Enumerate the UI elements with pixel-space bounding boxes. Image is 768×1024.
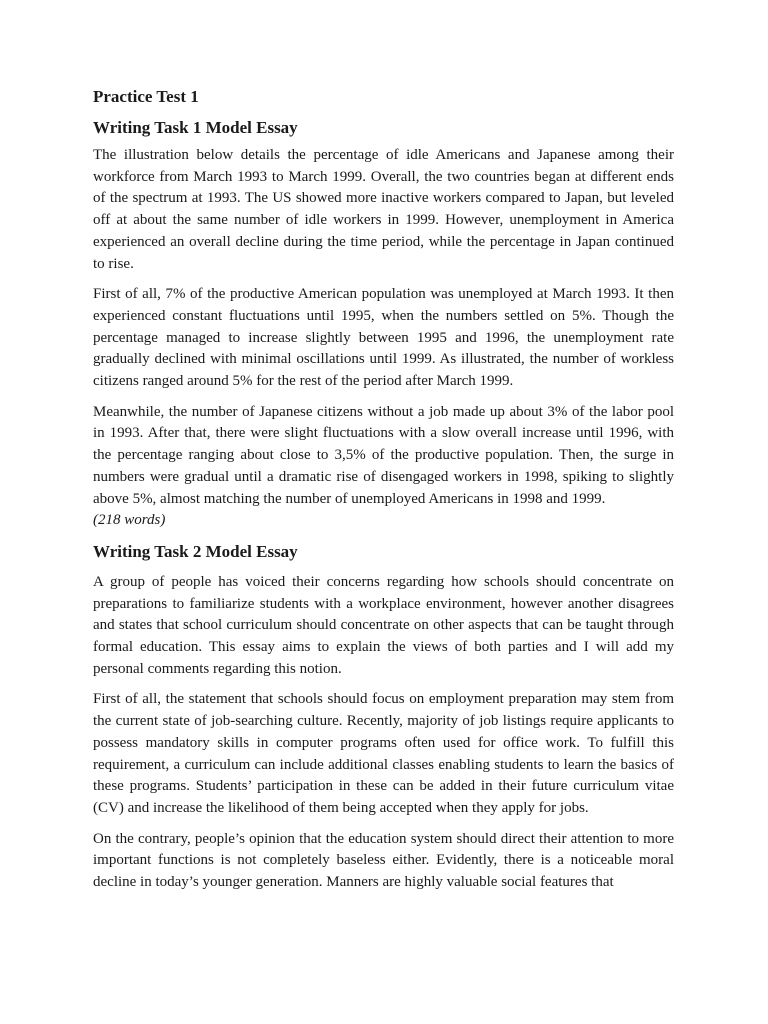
task2-heading: Writing Task 2 Model Essay (93, 541, 298, 561)
task2-paragraph-1: A group of people has voiced their concerns regarding how schools should concentrate on preparations to familiarize students with a workplace environment, however another disagrees and states that school curriculum should concentrate on other aspects that can be taught through formal education. This essay aims to explain the views of both parties and I will add my personal comments regarding this notion. (93, 573, 674, 677)
document-page (93, 86, 674, 903)
task2-paragraph-2: First of all, the statement that schools should focus on employment preparation may stem from the current state of job-searching culture. Recently, majority of job listings require applicants to possess mandatory skills in computer programs often used for office work. To fulfill this requirement, a curriculum can include additional classes enabling students to learn the basics of these programs. Students’ participation in these can be added in their future curriculum vitae (CV) and increase the likelihood of them being accepted when they apply for jobs. (93, 691, 674, 816)
task1-paragraph-2: First of all, 7% of the productive American population was unemployed at March 1993. It then experienced constant fluctuations until 1995, when the numbers settled on 5%. Though the percentage managed to increase slightly between 1995 and 1996, the unemployment rate gradually declined with minimal oscillations until 1999. As illustrated, the number of workless citizens ranged around 5% for the rest of the period after March 1999. (93, 286, 674, 390)
task1-paragraph-3-text: Meanwhile, the number of Japanese citizens without a job made up about 3% of the labor pool in 1993. After that, there were slight fluctuations with a slow overall increase until 1996, with the percentage ranging about close to 3,5% of the productive population. Then, the surge in numbers were gradual until a dramatic rise of disengaged workers in 1998, spiking to slightly above 5%, almost matching the number of unemployed Americans in 1998 and 1999. (93, 403, 674, 507)
test-title: Practice Test 1 (93, 87, 199, 106)
task1-heading: Writing Task 1 Model Essay (93, 118, 298, 137)
task1-paragraph-1: The illustration below details the percentage of idle Americans and Japanese among their workforce from March 1993 to March 1999. Overall, the two countries began at different ends of the spectrum at 1993. The US showed more inactive workers compared to Japan, but leveled off at about the same number of idle workers in 1999. However, unemployment in America experienced an overall decline during the time period, while the percentage in Japan continued to rise. (93, 147, 674, 272)
word-count: (218 words) (93, 512, 166, 529)
task2-paragraph-3: On the contrary, people’s opinion that the education system should direct their attention to more important functions is not completely baseless either. Evidently, there is a noticeable moral decline in today’s younger generation. Manners are highly valuable social features that (93, 830, 674, 891)
task1-paragraph-3 (93, 402, 674, 532)
